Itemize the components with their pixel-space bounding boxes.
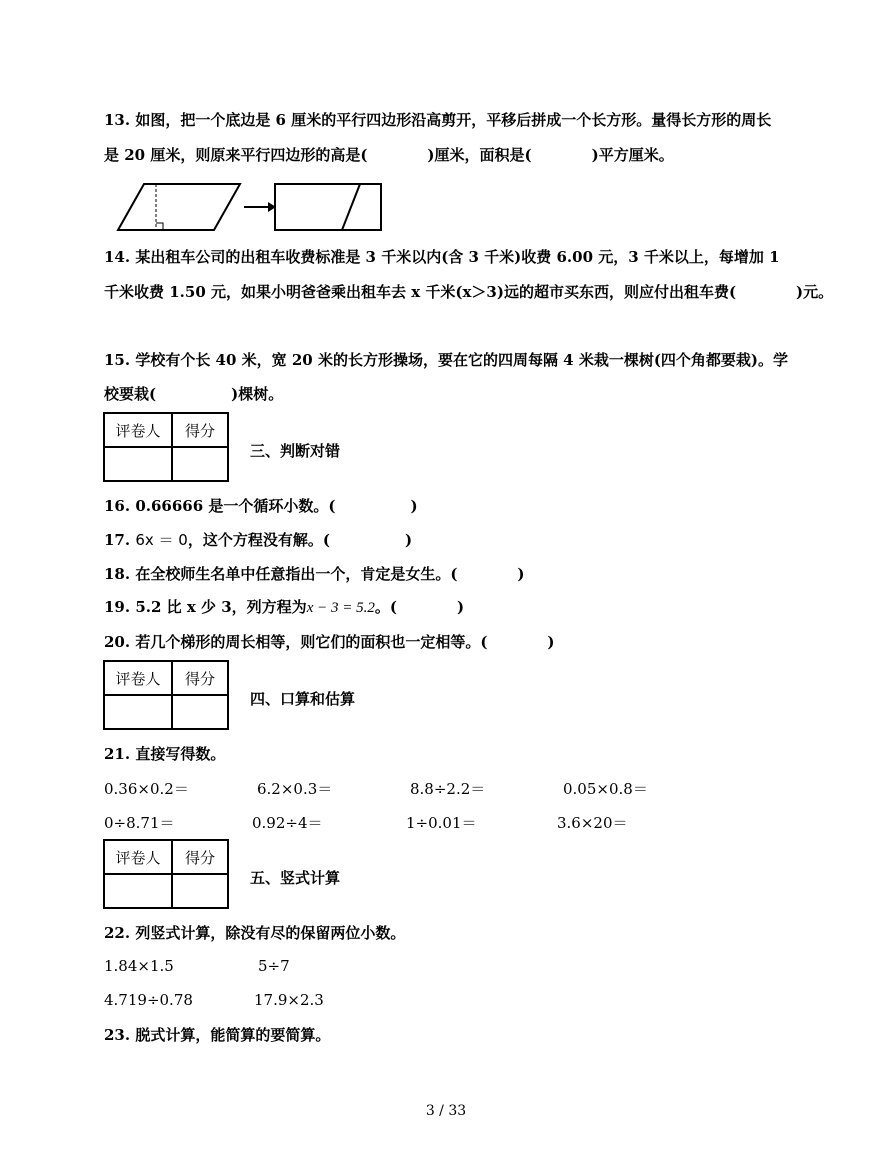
section-title: 四、口算和估算 (250, 690, 356, 708)
rectangle-shape (275, 184, 381, 230)
score-cell (172, 874, 228, 908)
calc-item: 0.36×0.2＝ (104, 780, 189, 798)
q17-prefix: 17. (104, 531, 131, 549)
q22-title: 22. 列竖式计算，除没有尽的保留两位小数。 (104, 924, 406, 942)
q17-suffix: ，这个方程没有解。( ) (187, 531, 413, 549)
q19-equation: x − 3 = 5.2 (306, 600, 375, 616)
grader-label: 评卷人 (104, 840, 172, 874)
score-table (103, 660, 229, 730)
score-cell (172, 695, 228, 729)
q21-title: 21. 直接写得数。 (104, 745, 226, 763)
parallelogram-figure (112, 180, 387, 236)
q17-equation: 6x ＝ 0 (135, 531, 188, 549)
q19 (104, 597, 464, 618)
grader-cell (104, 447, 172, 481)
score-label: 得分 (172, 840, 228, 874)
page-number: 3 / 33 (425, 1103, 467, 1119)
section-title: 五、竖式计算 (250, 869, 341, 887)
q15-line2: 校要栽( )棵树。 (104, 385, 284, 403)
grader-cell (104, 874, 172, 908)
q13-line1: 13. 如图，把一个底边是 6 厘米的平行四边形沿高剪开，平移后拼成一个长方形。量得长方形的周长 (104, 111, 772, 129)
q14-line2: 千米收费 1.50 元，如果小明爸爸乘出租车去 x 千米(x＞3)远的超市买东西，则应付出租车费( )元。 (104, 283, 834, 301)
q19-suffix: 。( ) (374, 598, 465, 616)
q15-line1: 15. 学校有个长 40 米，宽 20 米的长方形操场，要在它的四周每隔 4 米栽一棵树(四个角都要栽)。学 (104, 351, 789, 369)
score-label: 得分 (172, 413, 228, 447)
score-table (103, 839, 229, 909)
parallelogram-shape (118, 184, 240, 230)
score-label: 得分 (172, 661, 228, 695)
calc-item: 0.92÷4＝ (252, 814, 323, 832)
calc-item: 0.05×0.8＝ (563, 780, 648, 798)
q18: 18. 在全校师生名单中任意指出一个，肯定是女生。( ) (104, 565, 525, 583)
grader-label: 评卷人 (104, 413, 172, 447)
calc-item: 3.6×20＝ (557, 814, 628, 832)
score-table (103, 412, 229, 482)
q16: 16. 0.66666 是一个循环小数。( ) (104, 497, 418, 515)
score-cell (172, 447, 228, 481)
section-title: 三、判断对错 (250, 442, 341, 460)
calc-item: 1.84×1.5 (104, 957, 174, 975)
calc-item: 4.719÷0.78 (104, 991, 193, 1009)
calc-item: 6.2×0.3＝ (257, 780, 333, 798)
grader-cell (104, 695, 172, 729)
q13-line2: 是 20 厘米，则原来平行四边形的高是( )厘米，面积是( )平方厘米。 (104, 146, 674, 164)
right-angle-mark (156, 223, 163, 230)
cut-line (342, 184, 360, 230)
q14-line1: 14. 某出租车公司的出租车收费标准是 3 千米以内(含 3 千米)收费 6.00 元，3 千米以上，每增加 1 (104, 248, 780, 266)
calc-item: 8.8÷2.2＝ (410, 780, 486, 798)
calc-item: 17.9×2.3 (254, 991, 324, 1009)
q19-prefix: 19. 5.2 比 x 少 3，列方程为 (104, 598, 307, 616)
q23: 23. 脱式计算，能简算的要简算。 (104, 1026, 331, 1044)
calc-item: 0÷8.71＝ (104, 814, 175, 832)
calc-item: 1÷0.01＝ (406, 814, 477, 832)
q17 (104, 530, 412, 550)
calc-item: 5÷7 (258, 957, 290, 975)
q20: 20. 若几个梯形的周长相等，则它们的面积也一定相等。( ) (104, 633, 555, 651)
grader-label: 评卷人 (104, 661, 172, 695)
